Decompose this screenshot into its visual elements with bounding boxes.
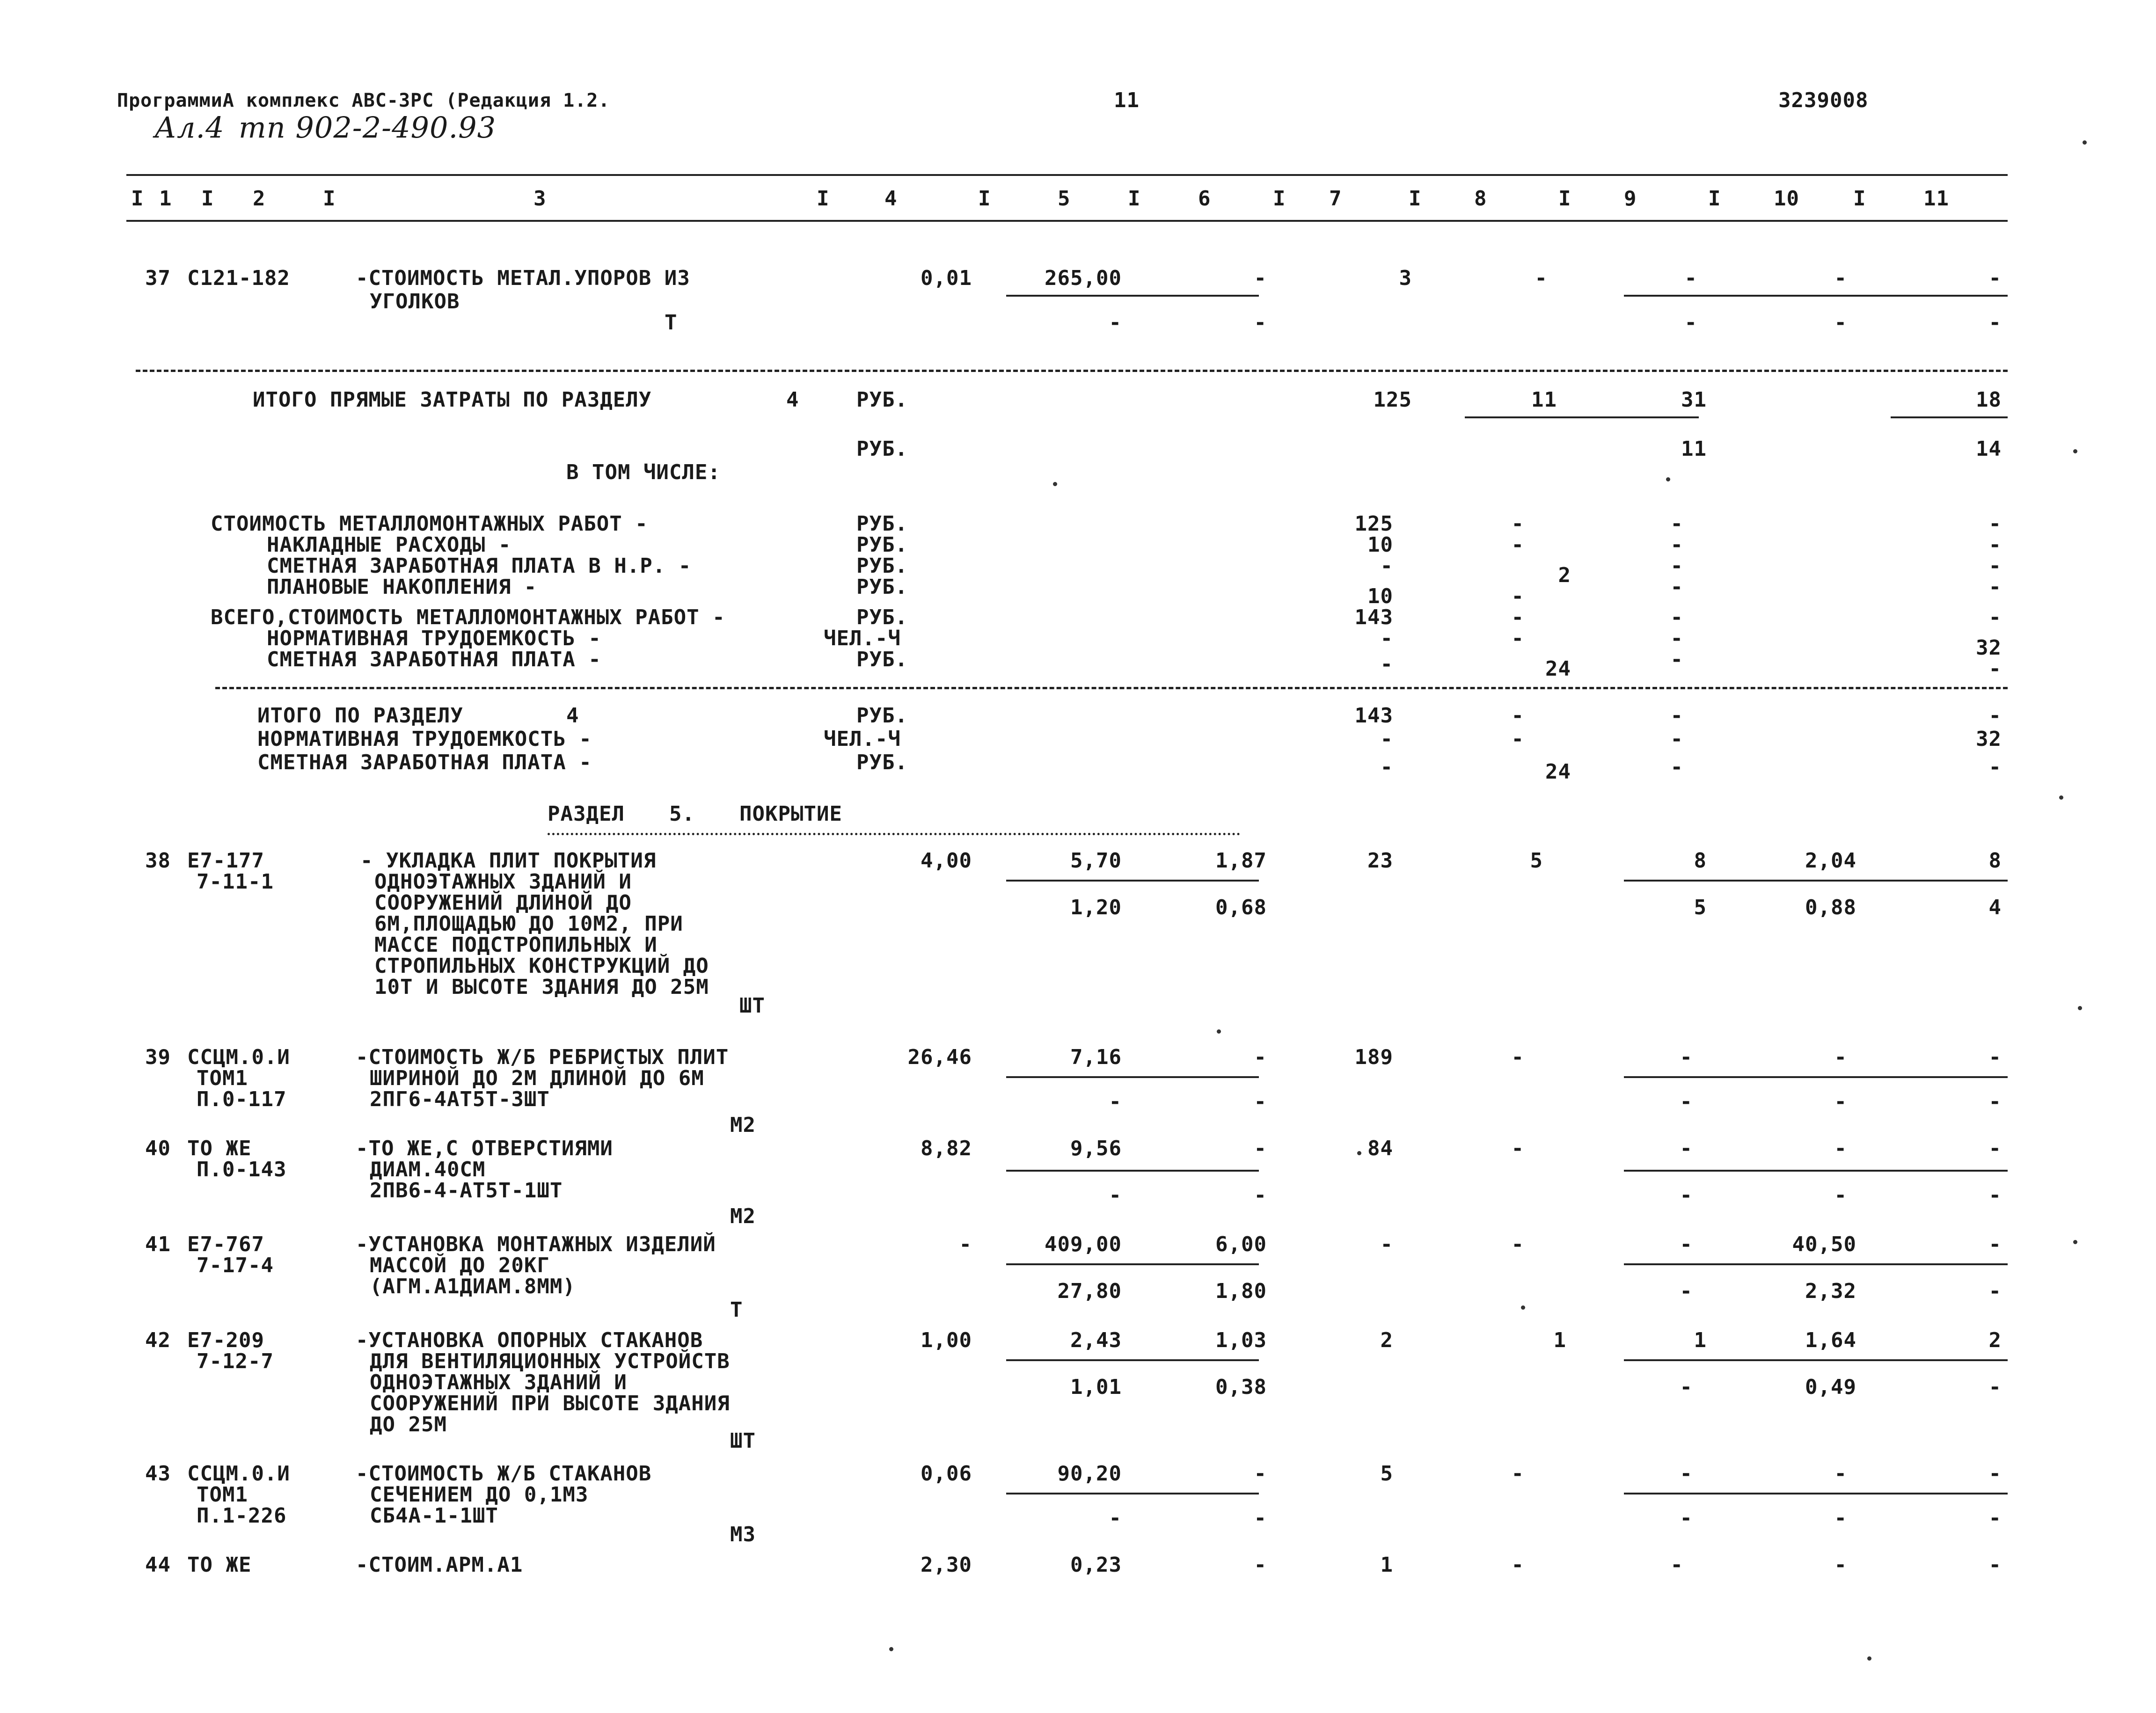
- scan-speck: [2078, 1006, 2082, 1010]
- scan-speck: [2083, 140, 2087, 145]
- col-header-5: 5: [1058, 187, 1071, 211]
- col-header-2: 2: [253, 187, 266, 211]
- col-header-3: 3: [534, 187, 547, 211]
- program-title: ПрограммиА комплекс АВС-3РС (Редакция 1.2.: [117, 90, 610, 111]
- header-rule-top: [126, 174, 2008, 176]
- scan-speck: [889, 1647, 893, 1651]
- scan-speck: [1867, 1656, 1871, 1661]
- col-header-9: 9: [1624, 187, 1637, 211]
- col-header-1: 1: [159, 187, 172, 211]
- col-header-11: 11: [1923, 187, 1949, 211]
- scan-speck: [1053, 482, 1057, 486]
- in-that-label: В ТОМ ЧИСЛЕ:: [566, 460, 721, 484]
- divider-dashed-2: [215, 687, 2008, 689]
- scan-speck: [2073, 449, 2077, 453]
- scan-speck: [1666, 477, 1670, 481]
- col-header-7: 7: [1329, 187, 1342, 211]
- stamp-number: Ал.4: [154, 110, 225, 145]
- col-header-10: 10: [1774, 187, 1799, 211]
- estimate-page: ПрограммиА комплекс АВС-3РС (Редакция 1.2. 11 3239008 Ал.4 тп 902-2-490.93 I 1 2 3 4 5 6 7 8 9 10 11 I I I I I I I I I I 37 С121-182 -СТОИМОСТЬ МЕТАЛ.УПОРОВ ИЗ УГОЛКОВ Т 0,01 265,00 - 3 - - - - - - - - - ИТОГО ПРЯМЫЕ ЗАТРАТЫ ПО РАЗДЕЛУ 4 РУБ. 125 11 31 18 РУБ. 11 14 В ТОМ ЧИСЛЕ: СТОИМОСТЬ МЕТАЛЛОМОНТАЖНЫХ РАБОТ - РУБ. 125 - - - НАКЛАДНЫЕ РАСХОДЫ - РУБ. 10 - - - СМЕТНАЯ ЗАРАБОТНАЯ ПЛАТА В Н.Р. - РУБ. - 2 - - ПЛАНОВЫЕ НАКОПЛЕНИЯ - РУБ. 10 - - - ВСЕГО,СТОИМОСТЬ МЕТАЛЛОМОНТАЖНЫХ РАБОТ - РУБ. 143 - - - НОРМАТИВНАЯ ТРУДОЕМКОСТЬ - ЧЕЛ.-Ч - - - 32 СМЕТНАЯ ЗАРАБОТНАЯ ПЛАТА - РУБ. - 24 - - ИТОГО ПО РАЗДЕЛУ 4 РУБ. 143 - - - НОРМАТИВНАЯ ТРУДОЕМКОСТЬ - ЧЕЛ.-Ч - - - 32 СМЕТНАЯ ЗАРАБОТНАЯ ПЛАТА - РУБ. - 24 - - РАЗДЕЛ 5. ПОКРЫТИЕ 38 Е7-177 7-11-1 - УКЛАДКА ПЛИТ ПОКРЫТИЯ ОДНОЭТАЖНЫХ ЗДАНИЙ И СООРУЖЕНИЙ ДЛИНОЙ ДО 6М,ПЛОЩАДЬЮ ДО 10М2, ПРИ МАССЕ ПОДСТРОПИЛЬНЫХ И СТРОПИЛЬНЫХ КОНСТРУКЦИЙ ДО 10Т И ВЫСОТЕ ЗДАНИЯ ДО 25М ШТ 4,00 5,70 1,87 23 5 8 2,04 8 1,20 0,68 5 0,88 4 39 ССЦМ.0.И ТОМ1 П.0-117 -СТОИМОСТЬ Ж/Б РЕБРИСТЫХ ПЛИТ ШИРИНОЙ ДО 2М ДЛИНОЙ ДО 6М 2ПГ6-4АТ5Т-3ШТ М2 26,46 7,16 - 189 - - - - - - - - - 40 ТО ЖЕ П.0-143 -ТО ЖЕ,С ОТВЕРСТИЯМИ ДИАМ.40СМ 2ПВ6-4-АТ5Т-1ШТ М2 8,82 9,56 - 84 - - - - - - - - - 41 Е7-767 7-17-4 -УСТАНОВКА МОНТАЖНЫХ ИЗДЕЛИЙ МАССОЙ ДО 20КГ (АГМ.А1ДИАМ.8ММ) Т - 409,00 6,00 - - - 40,50 - 27,80 1,80 - 2,32 - 42 Е7-209 7-12-7 -УСТАНОВКА ОПОРНЫХ СТАКАНОВ ДЛЯ ВЕНТИЛЯЦИОННЫХ УСТРОЙСТВ ОДНОЭТАЖНЫХ ЗДАНИЙ И СООРУЖЕНИЙ ПРИ ВЫСОТЕ ЗДАНИЯ ДО 25М ШТ 1,00 2,43 1,03 2 1 1 1,64 2 1,01 0,38 - 0,49 - 43 ССЦМ.0.И ТОМ1 П.1-226 -СТОИМОСТЬ Ж/Б СТАКАНОВ СЕЧЕНИЕМ ДО 0,1М3 СБ4А-1-1ШТ М3 0,06 90,20 - 5 - - - - - - - - - 44 ТО ЖЕ -СТОИМ.АРМ.А1 2,30 0,23 - 1 - - - -: [0, 0, 2156, 1713]
- col-header-4: 4: [884, 187, 898, 211]
- scan-speck: [1217, 1029, 1221, 1034]
- document-code: 3239008: [1778, 88, 1869, 112]
- col-sep: I: [131, 187, 144, 211]
- scan-speck: [2059, 795, 2063, 800]
- scan-speck: [2073, 1240, 2077, 1244]
- header-rule-bottom: [126, 220, 2008, 222]
- divider-dashed: [136, 370, 2008, 372]
- tp-number: тп 902-2-490.93: [239, 110, 497, 145]
- col-header-8: 8: [1474, 187, 1487, 211]
- scan-speck: [1357, 1151, 1361, 1155]
- col-header-6: 6: [1198, 187, 1211, 211]
- page-number: 11: [1114, 88, 1140, 112]
- scan-speck: [1521, 1305, 1525, 1310]
